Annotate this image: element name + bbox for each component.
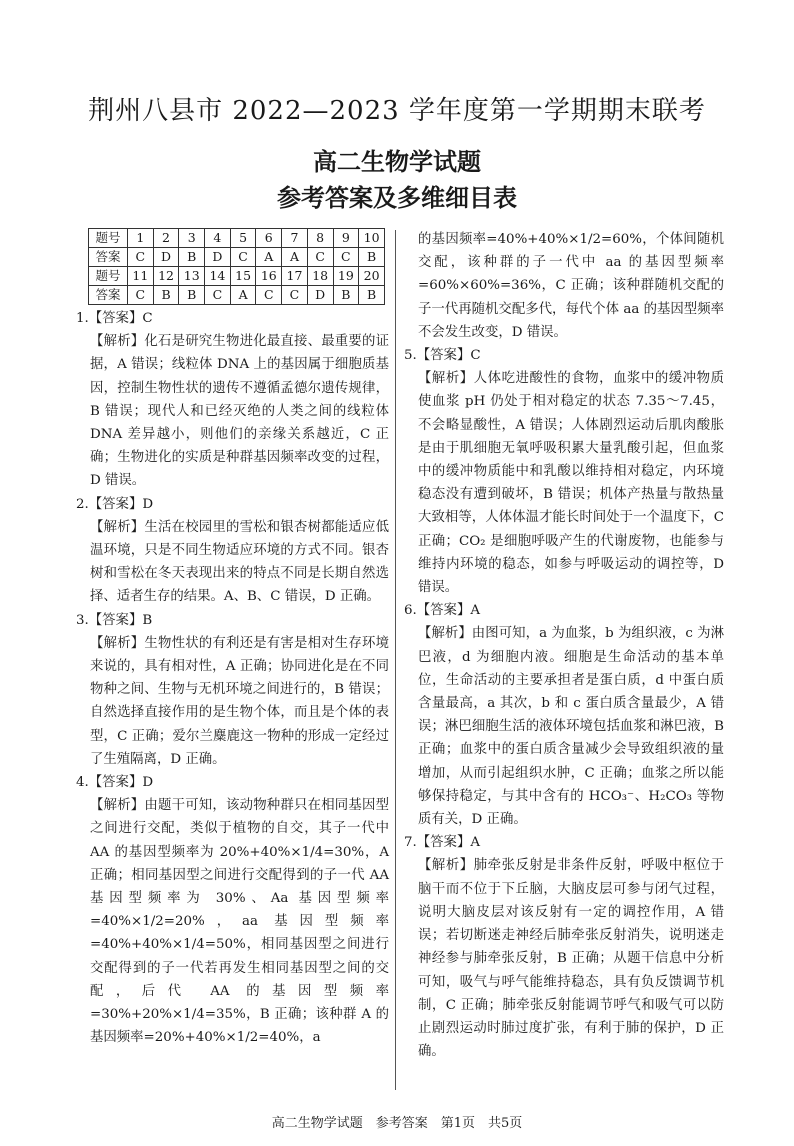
question-item — [404, 599, 724, 831]
answer-table-header-cell: 题号 — [89, 267, 128, 286]
analysis-text: 【解析】由图可知，a 为血浆，b 为组织液，c 为淋巴液，d 为细胞内液。细胞是生命活动的基本单位，生命活动的主要承担者是蛋白质，d 中蛋白质含量最高，a 其次，b 和 c 蛋白质含量最少，A 错误；淋巴细胞生活的液体环境包括血浆和淋巴液，B 正确；血浆中的蛋白质含量减少会导致组织液的量增加，从而引起组织水肿，C 正确；血浆之所以能够保持稳定，与其中含有的 HCO₃⁻、H₂CO₃ 等物质有关，D 正确。 — [418, 626, 724, 828]
analysis-text: 【解析】由题干可知，该动物种群只在相同基因型之间进行交配，类似于植物的自交，其子一代中 AA 的基因型频率为 20%+40%×1/4=30%，A 正确；相同基因型之间进行交配得到的子一代 AA 基因型频率为 30%、Aa 基因型频率=40%×1/2=20%，aa 基因型频率=40%+40%×1/4=50%，相同基因型之间进行交配得到的子一代若再发生相同基因型之间的交配，后代 AA 的基因型频率=30%+20%×1/4=35%，B 正确；该种群 A 的基因频率=20%+40%×1/2=40%，a — [90, 798, 389, 1046]
answer-label: 【答案】B — [88, 612, 153, 628]
answer-table-cell: 14 — [205, 267, 231, 286]
answer-label: 【答案】A — [416, 835, 481, 851]
answer-table-row — [89, 267, 385, 286]
answer-table-cell: C — [256, 286, 282, 305]
answer-table-cell: 2 — [153, 229, 179, 248]
analysis-text: 【解析】生物性状的有利还是有害是相对生存环境来说的，具有相对性，A 正确；协同进化是在不同物种之间、生物与无机环境之间进行的，B 错误；自然选择直接作用的是生物个体，而且是个体的表型，C 正确；爱尔兰麋鹿这一物种的形成一定经过了生殖隔离，D 正确。 — [90, 635, 389, 767]
question-item — [404, 831, 724, 1063]
answer-table-cell: 3 — [179, 229, 205, 248]
question-number: 2. — [76, 496, 89, 512]
answer-table-cell: C — [205, 286, 231, 305]
answer-table-cell: 11 — [128, 267, 154, 286]
question-answer-line — [404, 344, 724, 367]
answer-table-cell: A — [256, 248, 282, 267]
question-number: 7. — [404, 835, 417, 851]
answer-table-header-cell: 答案 — [89, 286, 128, 305]
question-item — [76, 307, 389, 493]
question-number: 4. — [76, 775, 89, 791]
question-item — [76, 493, 389, 609]
continued-analysis: 的基因频率=40%+40%×1/2=60%，个体间随机交配，该种群的子一代中 aa 的基因型频率=60%×60%=36%，C 正确；该种群随机交配的子一代再随机交配多代，每代个体 aa 的基因型频率不会发生改变，D 错误。 — [418, 232, 724, 340]
answer-table-cell: 17 — [282, 267, 308, 286]
analysis-text: 【解析】人体吃进酸性的食物，血浆中的缓冲物质使血浆 pH 仍处于相对稳定的状态 7.35～7.45，不会略显酸性，A 错误；人体剧烈运动后肌肉酸胀是由于肌细胞无氧呼吸积累大量乳酸引起，但血浆中的缓冲物质能中和乳酸以维持相对稳定，内环境稳态没有遭到破坏，B 错误；机体产热量与散热量大致相等，人体体温才能长时间处于一个温度下，C 正确；CO₂ 是细胞呼吸产生的代谢废物，也能参与维持内环境的稳态，如参与呼吸运动的调控等，D 错误。 — [418, 371, 724, 596]
answer-label: 【答案】A — [416, 603, 481, 619]
answer-table-cell: C — [282, 286, 308, 305]
answer-table-cell: 18 — [307, 267, 333, 286]
answer-table-cell: 1 — [128, 229, 154, 248]
answer-table-row — [89, 229, 385, 248]
answer-table-cell: C — [333, 248, 359, 267]
column-divider — [395, 230, 396, 1090]
answer-table-cell: 13 — [179, 267, 205, 286]
question-number: 6. — [404, 603, 417, 619]
answer-table-cell: C — [307, 248, 333, 267]
exam-title: 荆州八县市 2022—2023 学年度第一学期期末联考 — [88, 96, 706, 126]
answer-table-cell: 19 — [333, 267, 359, 286]
question-answer-line — [76, 609, 389, 632]
answer-label: 【答案】C — [88, 311, 153, 326]
question-answer-line — [404, 831, 724, 854]
answer-table-header-cell: 题号 — [89, 229, 128, 248]
answer-table-cell: D — [307, 286, 333, 305]
answer-table-cell: 10 — [359, 229, 385, 248]
analysis-text: 【解析】化石是研究生物进化最直接、最重要的证据，A 错误；线粒体 DNA 上的基因属于细胞质基因，控制生物性状的遗传不遵循孟德尔遗传规律，B 错误；现代人和已经灭绝的人类之间的线粒体 DNA 差异越小，则他们的亲缘关系越近，C 正确；生物进化的实质是种群基因频率改变的过程，D 错误。 — [90, 334, 389, 489]
answer-table-cell: B — [179, 286, 205, 305]
question-item — [76, 609, 389, 771]
question-item — [404, 344, 724, 599]
answer-table-cell: 16 — [256, 267, 282, 286]
answer-table-cell: B — [179, 248, 205, 267]
analysis-text: 【解析】肺牵张反射是非条件反射，呼吸中枢位于脑干而不位于下丘脑，大脑皮层可参与闭气过程，说明大脑皮层对该反射有一定的调控作用，A 错误；若切断迷走神经后肺牵张反射消失，说明迷走神经参与肺牵张反射，B 正确；从题干信息中分析可知，吸气与呼气能维持稳态，具有负反馈调节机制，C 正确；肺牵张反射能调节呼气和吸气可以防止剧烈运动时肺过度扩张，有利于肺的保护，D 正确。 — [418, 858, 724, 1060]
question-item — [76, 771, 389, 1049]
answer-table-cell: 5 — [230, 229, 256, 248]
question-number: 3. — [76, 612, 89, 628]
question-answer-line — [404, 599, 724, 622]
answer-table-cell: C — [128, 248, 154, 267]
answer-table-cell: B — [153, 286, 179, 305]
answer-label: 【答案】C — [416, 348, 481, 364]
answer-table-header-cell: 答案 — [89, 248, 128, 267]
left-column — [76, 228, 389, 1050]
answer-table-cell: 6 — [256, 229, 282, 248]
question-answer-line — [76, 771, 389, 794]
question-number: 1. — [76, 311, 89, 326]
answer-table-cell: 12 — [153, 267, 179, 286]
answer-table-cell: 20 — [359, 267, 385, 286]
answer-key-title: 参考答案及多维细目表 — [277, 184, 517, 212]
answer-table-row — [89, 286, 385, 305]
answer-table-cell: C — [128, 286, 154, 305]
analysis-text: 【解析】生活在校园里的雪松和银杏树都能适应低温环境，只是不同生物适应环境的方式不同。银杏树和雪松在冬天表现出来的特点不同是长期自然选择、适者生存的结果。A、B、C 错误，D 正确。 — [90, 519, 389, 605]
answer-table-cell: C — [230, 248, 256, 267]
question-answer-line — [76, 307, 389, 330]
answer-table-cell: B — [333, 286, 359, 305]
answer-table-cell: A — [282, 248, 308, 267]
answer-table-cell: 7 — [282, 229, 308, 248]
answer-table — [88, 228, 385, 305]
answer-table-row — [89, 248, 385, 267]
question-number: 5. — [404, 348, 417, 364]
answer-table-cell: B — [359, 286, 385, 305]
answer-label: 【答案】D — [88, 775, 154, 791]
answer-table-cell: 15 — [230, 267, 256, 286]
page-footer: 高二生物学试题 参考答案 第1页 共5页 — [271, 1116, 523, 1131]
answer-label: 【答案】D — [88, 496, 154, 512]
answer-table-cell: 8 — [307, 229, 333, 248]
answer-table-cell: A — [230, 286, 256, 305]
answer-table-cell: 4 — [205, 229, 231, 248]
answer-table-cell: B — [359, 248, 385, 267]
answer-table-cell: 9 — [333, 229, 359, 248]
question-answer-line — [76, 493, 389, 516]
answer-table-cell: D — [153, 248, 179, 267]
right-column — [404, 228, 724, 1063]
answer-table-cell: D — [205, 248, 231, 267]
subject-title: 高二生物学试题 — [313, 148, 481, 176]
